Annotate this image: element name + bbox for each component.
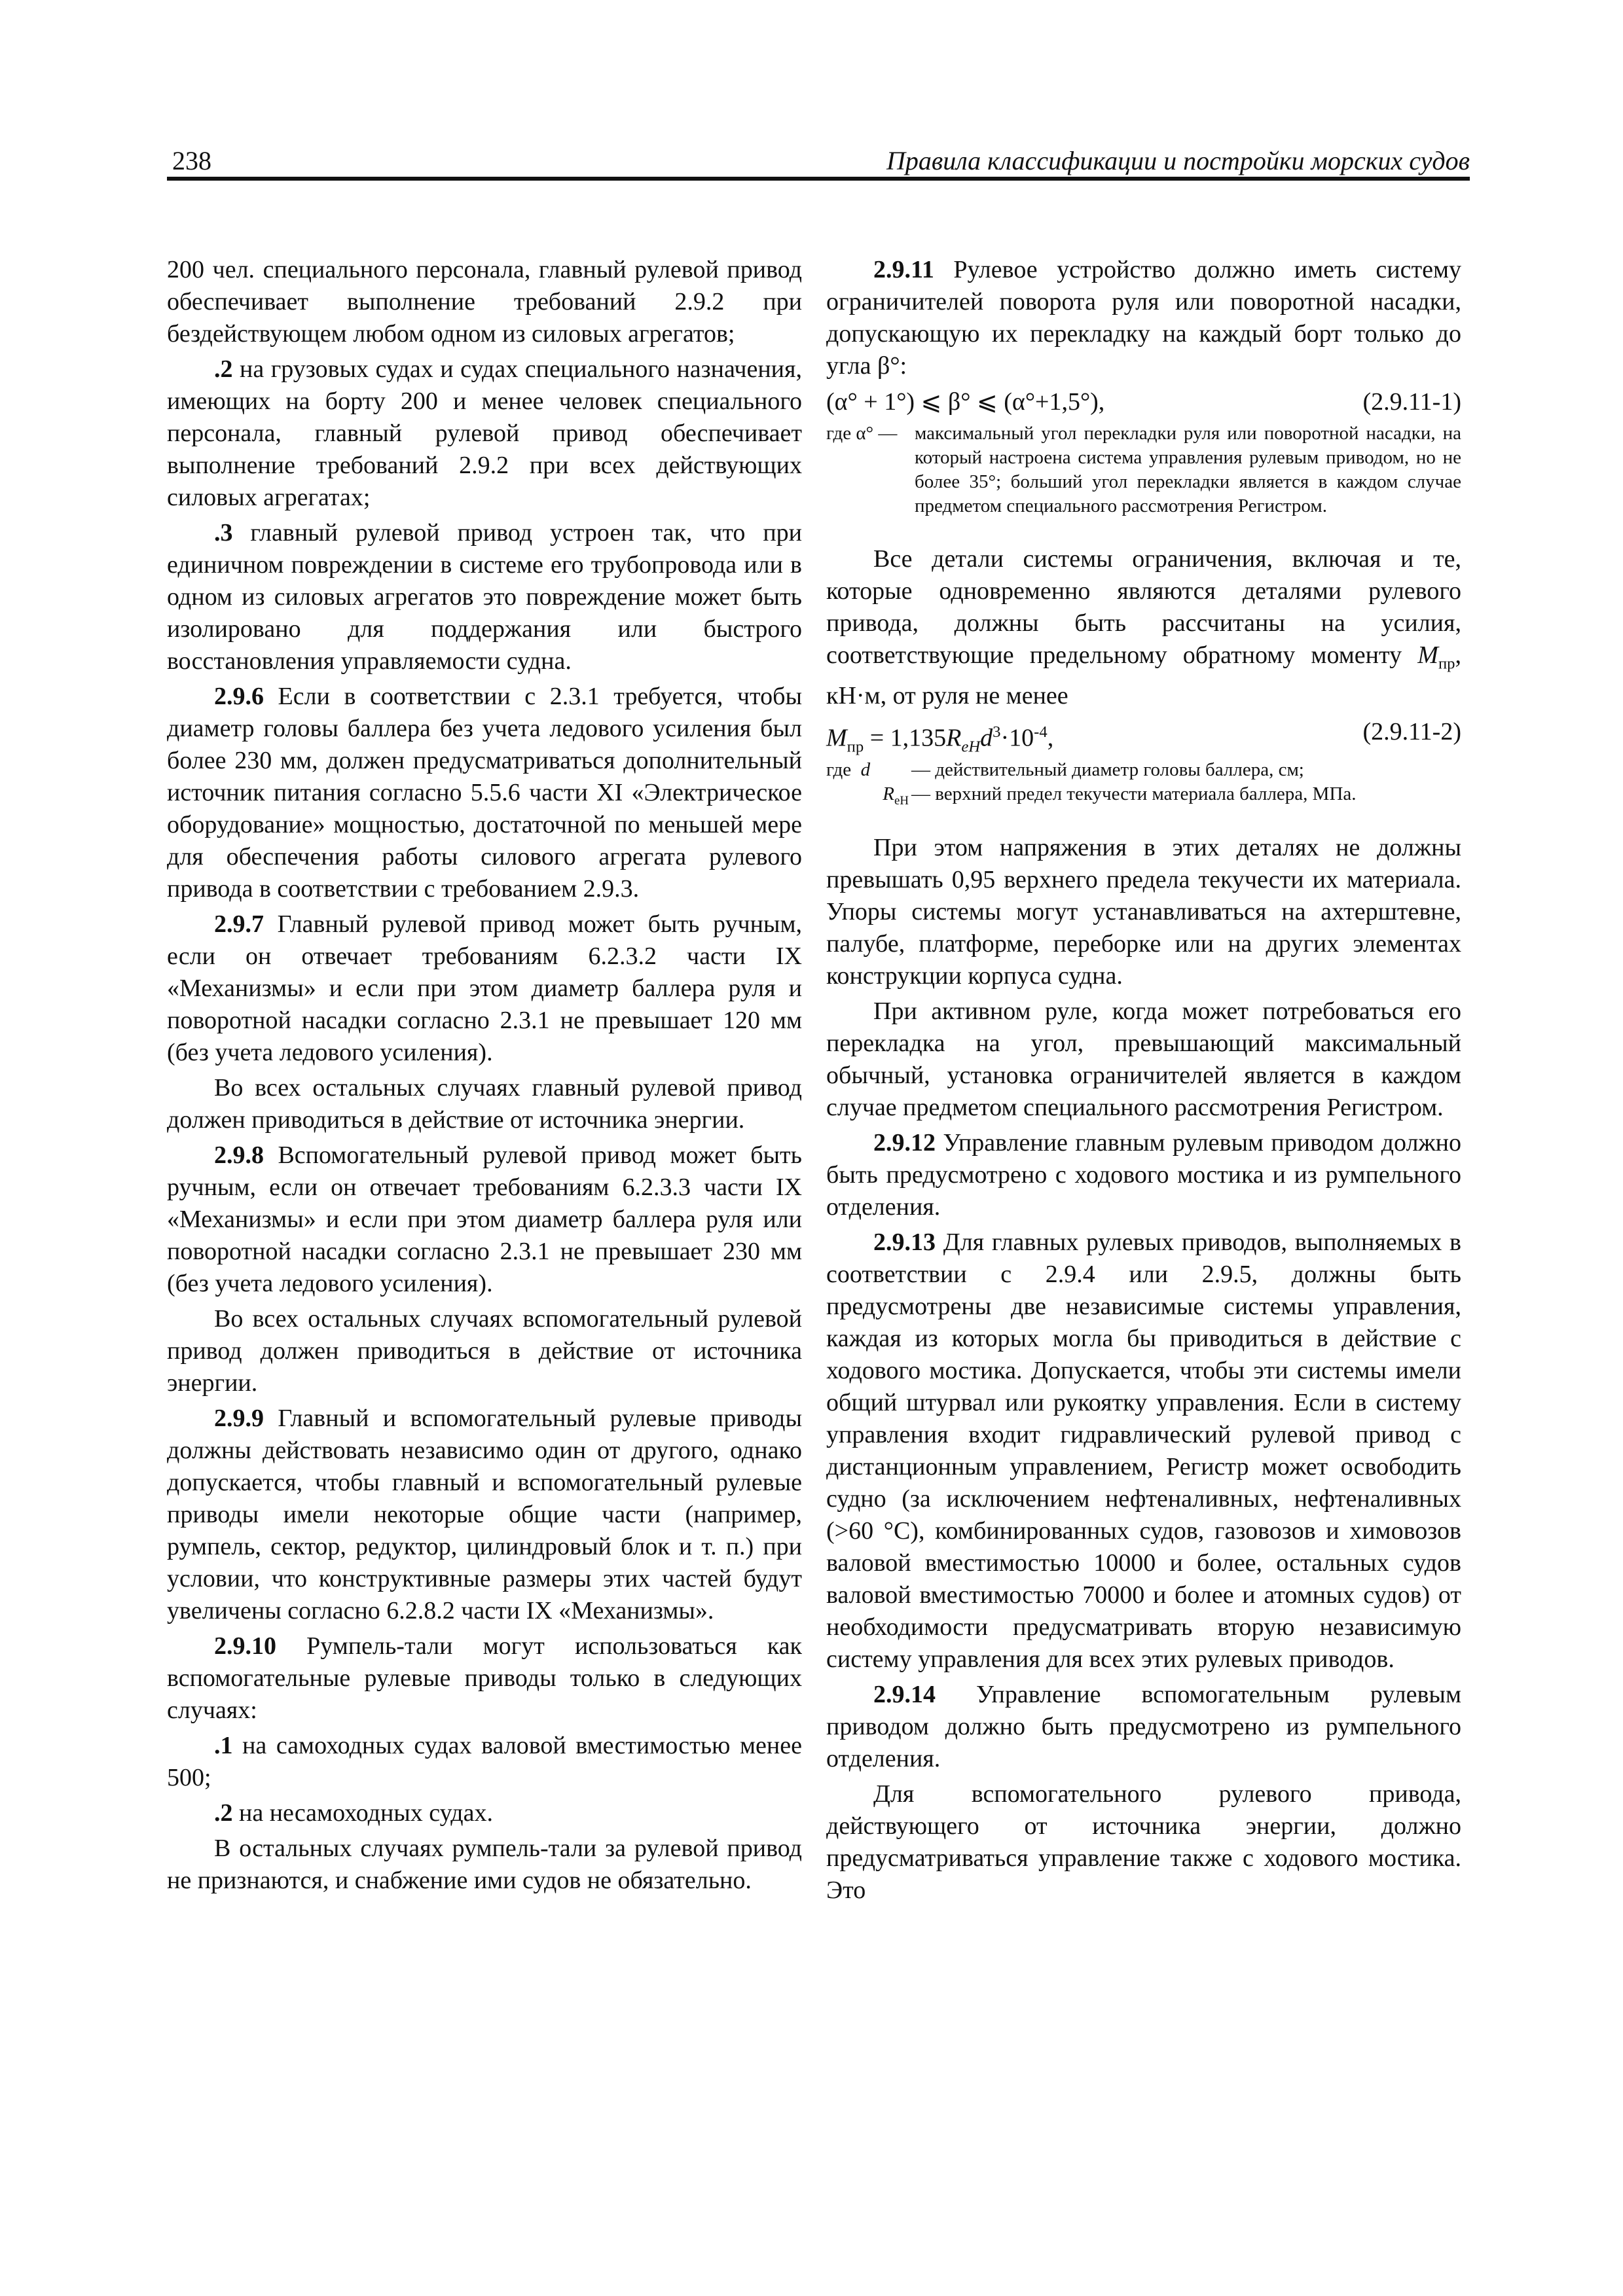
legend-row: $R_{eH}$ — верхний предел текучести материала баллера, МПа.: [883, 783, 1357, 808]
list-item: .3 главный рулевой привод устроен так, что при единичном повреждении в системе его трубопровода или в одном из силовых агрегатов это повреждение может быть изолировано для поддержания или быстрого восстановления управляемости судна.: [167, 519, 802, 675]
section-2-9-14: 2.9.14 Управление вспомогательным рулевым приводом должно быть предусмотрено из румпельного отделения.: [826, 1681, 1461, 1773]
header-rule: [167, 177, 1470, 181]
list-item: .1 на самоходных судах валовой вместимостью менее 500;: [167, 1732, 802, 1791]
paragraph: В остальных случаях румпель-тали за рулевой привод не признаются, и снабжение ими судов не обязательно.: [167, 1835, 802, 1894]
section-2-9-7: 2.9.7 Главный рулевой привод может быть ручным, если он отвечает требованиям 6.2.3.2 части IX «Механизмы» и если при этом диаметр баллера руля и поворотной насадки согласно 2.3.1 не превышает 120 мм (без учета ледового усиления).: [167, 910, 802, 1066]
paragraph: Во всех остальных случаях главный рулевой привод должен приводиться в действие от источника энергии.: [167, 1074, 802, 1134]
formula-expression: (α° + 1°) ⩽ β° ⩽ (α°+1,5°),: [826, 388, 1105, 416]
legend-row: где d — действительный диаметр головы баллера, см;: [826, 759, 1304, 780]
paragraph: Во всех остальных случаях вспомогательный рулевой привод должен приводиться в действие от источника энергии.: [167, 1305, 802, 1397]
formula-number: (2.9.11-2): [1362, 717, 1461, 745]
paragraph: При активном руле, когда может потребоваться его перекладка на угол, превышающий максимальный обычный, установка ограничителей является в каждом случае предметом специального рассмотрения Регистром.: [826, 997, 1461, 1122]
section-2-9-8: 2.9.8 Вспомогательный рулевой привод может быть ручным, если он отвечает требованиям 6.2.3.3 части IX «Механизмы» и если при этом диаметр баллера руля или поворотной насадки согласно 2.3.1 не превышает 230 мм (без учета ледового усиления).: [167, 1141, 802, 1297]
right-column: [826, 254, 1461, 1910]
legend-label: где α° —: [826, 423, 898, 444]
page-number: 238: [172, 146, 211, 175]
formula-2-9-11-1: [826, 386, 1461, 419]
left-column: [167, 254, 802, 1900]
paragraph: При этом напряжения в этих деталях не должны превышать 0,95 верхнего предела текучести их материала. Упоры системы могут устанавливаться на ахтерштевне, палубе, платформе, переборке или на других элементах конструкции корпуса судна.: [826, 834, 1461, 990]
formula-expression: $M_{пр} = 1,135R_{eH}d^3\cdot 10^{-4}$,: [826, 723, 1054, 755]
section-2-9-10: 2.9.10 Румпель-тали могут использоваться как вспомогательные рулевые приводы только в следующих случаях:: [167, 1632, 802, 1724]
paragraph: Все детали системы ограничения, включая и те, которые одновременно являются деталями рулевого привода, должны быть рассчитаны на усилия, соответствующие предельному обратному моменту $M_{пр}$, кН·м, от руля не менее: [826, 545, 1462, 709]
legend-text: максимальный угол перекладки руля или поворотной насадки, на который настроена система управления рулевым приводом, но не более 35°; больший угол перекладки является в каждом случае предметом специального рассмотрения Регистром.: [915, 423, 1461, 516]
formula-number: (2.9.11-1): [1362, 388, 1461, 416]
section-2-9-11: 2.9.11 Рулевое устройство должно иметь систему ограничителей поворота руля или поворотной насадки, допускающую их перекладку на каждый борт только до угла β°:: [826, 256, 1461, 380]
section-2-9-6: 2.9.6 Если в соответствии с 2.3.1 требуется, чтобы диаметр головы баллера без учета ледового усиления был более 230 мм, должен предусматриваться дополнительный источник питания согласно 5.5.6 части XI «Электрическое оборудование» мощностью, достаточной по меньшей мере для обеспечения работы силового агрегата рулевого привода в соответствии с требованием 2.9.3.: [167, 683, 802, 903]
section-2-9-9: 2.9.9 Главный и вспомогательный рулевые приводы должны действовать независимо один от другого, однако допускается, чтобы главный и вспомогательный рулевые приводы имели некоторые общие части (например, румпель, сектор, редуктор, цилиндровый блок и т. п.) при условии, что конструктивные размеры этих частей будут увеличены согласно 6.2.8.2 части IX «Механизмы».: [167, 1405, 802, 1624]
section-2-9-13: 2.9.13 Для главных рулевых приводов, выполняемых в соответствии с 2.9.4 или 2.9.5, должны быть предусмотрены две независимые системы управления, каждая из которых могла бы приводиться в действие с ходового мостика. Допускается, чтобы эти системы имели общий штурвал или рукоятку управления. Если в систему управления входит гидравлический рулевой привод с дистанционным управлением, Регистр может освободить судно (за исключением нефтеналивных, нефтеналивных (>60 °С), комбинированных судов, газовозов и химовозов валовой вместимостью 10000 и более, остальных судов валовой вместимостью 70000 и более и атомных судов) от необходимости предусматривать вторую независимую систему управления для всех этих рулевых приводов.: [826, 1229, 1461, 1674]
section-2-9-12: 2.9.12 Управление главным рулевым приводом должно быть предусмотрено с ходового мостика и из румпельного отделения.: [826, 1129, 1461, 1221]
paragraph: 200 чел. специального персонала, главный рулевой привод обеспечивает выполнение требований 2.9.2 при бездействующем любом одном из силовых агрегатов;: [167, 256, 802, 348]
list-item: .2 на несамоходных судах.: [214, 1799, 493, 1827]
running-title: Правила классификации и постройки морских судов: [886, 146, 1470, 175]
formula-legend: [826, 422, 1461, 518]
paragraph: Для вспомогательного рулевого привода, действующего от источника энергии, должно предусматриваться управление также с ходового мостика. Это: [826, 1780, 1461, 1905]
list-item: .2 на грузовых судах и судах специального назначения, имеющих на борту 200 и менее человек специального персонала, главный рулевой привод обеспечивает выполнение требований 2.9.2 при всех действующих силовых агрегатах;: [167, 355, 802, 511]
formula-2-9-11-2: [826, 716, 1461, 755]
formula-legend: [826, 758, 1461, 813]
